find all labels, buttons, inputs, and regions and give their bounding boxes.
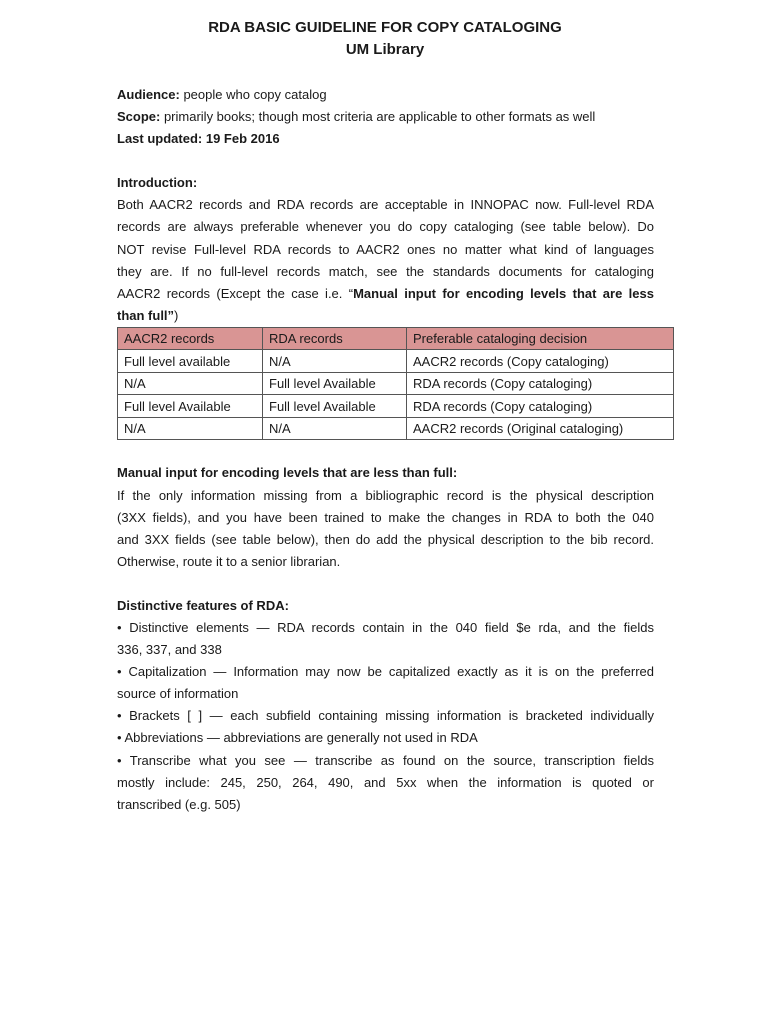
intro-line: they are. If no full-level records match, see the standards documents for cataloging xyxy=(117,263,654,279)
manual-line: (3XX fields), and you have been trained to make the changes in RDA to both the 040 xyxy=(117,509,654,525)
intro-line6-bold: than full” xyxy=(117,307,175,323)
audience-value: people who copy catalog xyxy=(179,87,327,102)
table-row xyxy=(118,350,674,373)
manual-heading-text: Manual input for encoding levels that are less than full: xyxy=(117,465,458,481)
intro-line: records are always preferable whenever you do copy cataloging (see table below). Do xyxy=(117,219,654,235)
table-cell: Full level Available xyxy=(118,395,263,418)
audience-label: Audience: xyxy=(117,87,180,102)
table-cell: N/A xyxy=(263,417,407,440)
intro-heading xyxy=(117,172,654,194)
features-line: source of information xyxy=(117,686,239,702)
manual-heading xyxy=(117,462,654,484)
features-heading-text: Distinctive features of RDA: xyxy=(117,597,289,613)
features-line: transcribed (e.g. 505) xyxy=(117,796,241,812)
manual-line: Otherwise, route it to a senior librarian. xyxy=(117,553,341,569)
features-heading xyxy=(117,595,654,617)
table-cell: N/A xyxy=(118,417,263,440)
table-cell: N/A xyxy=(263,350,407,373)
table-cell: RDA records (Copy cataloging) xyxy=(407,372,674,395)
scope-label: Scope: xyxy=(117,109,161,125)
scope-line xyxy=(117,106,654,128)
intro-line5-text: AACR2 records (Except the case i.e. “ xyxy=(117,285,354,301)
features-line: • Abbreviations — abbreviations are generally not used in RDA xyxy=(117,730,478,746)
intro-line xyxy=(117,283,654,305)
features-line: • Capitalization — Information may now be capitalized exactly as it is on the preferred xyxy=(117,664,654,680)
table-header-cell: RDA records xyxy=(263,327,407,350)
manual-line: and 3XX fields (see table below), then do add the physical description to the bib record. xyxy=(117,531,654,547)
audience-line xyxy=(117,84,654,106)
document-body xyxy=(117,84,654,816)
features-line: • Brackets [ ] — each subfield containing missing information is bracketed individually xyxy=(117,708,654,724)
table-row xyxy=(118,417,674,440)
document-title: RDA BASIC GUIDELINE FOR COPY CATALOGING xyxy=(208,19,562,36)
last-updated xyxy=(117,128,654,150)
last-updated-text: Last updated: 19 Feb 2016 xyxy=(117,131,280,147)
table-cell: Full level Available xyxy=(263,395,407,418)
table-header-row xyxy=(118,327,674,350)
table-cell: AACR2 records (Copy cataloging) xyxy=(407,350,674,373)
features-line: 336, 337, and 338 xyxy=(117,642,222,658)
table-header-cell: Preferable cataloging decision xyxy=(407,327,674,350)
table-cell: AACR2 records (Original cataloging) xyxy=(407,417,674,440)
decision-table xyxy=(117,327,674,441)
table-cell: N/A xyxy=(118,372,263,395)
intro-line xyxy=(117,305,654,327)
intro-heading-text: Introduction: xyxy=(117,175,198,191)
scope-value: primarily books; though most criteria are applicable to other formats as well xyxy=(160,109,596,125)
table-cell: Full level available xyxy=(118,350,263,373)
manual-line: If the only information missing from a bibliographic record is the physical description xyxy=(117,487,654,503)
document-subtitle: UM Library xyxy=(345,41,425,58)
table-row xyxy=(118,395,674,418)
table-cell: Full level Available xyxy=(263,372,407,395)
intro-line5-bold: Manual input for encoding levels that are less xyxy=(353,285,654,301)
intro-line6-text: ) xyxy=(174,307,179,323)
table-cell: RDA records (Copy cataloging) xyxy=(407,395,674,418)
features-line: mostly include: 245, 250, 264, 490, and 5xx when the information is quoted or xyxy=(117,774,654,790)
table-header-cell: AACR2 records xyxy=(118,327,263,350)
intro-line: Both AACR2 records and RDA records are acceptable in INNOPAC now. Full-level RDA xyxy=(117,197,654,213)
intro-line: NOT revise Full-level RDA records to AACR2 ones no matter what kind of languages xyxy=(117,241,654,257)
features-line: • Distinctive elements — RDA records contain in the 040 field $e rda, and the fields xyxy=(117,620,654,635)
table-row xyxy=(118,372,674,395)
features-line: • Transcribe what you see — transcribe as found on the source, transcription fields xyxy=(117,752,654,768)
